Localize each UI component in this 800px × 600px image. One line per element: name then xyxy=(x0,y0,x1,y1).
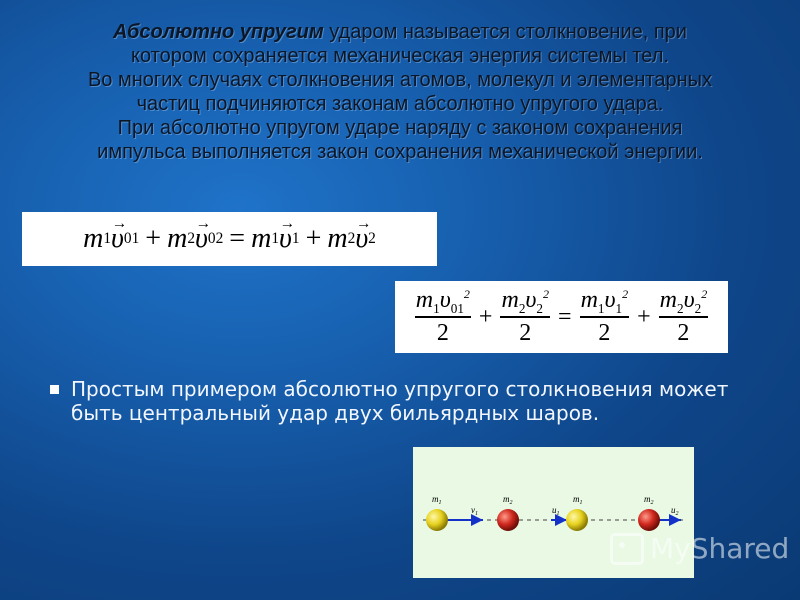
label-m2-after: $m_2$ xyxy=(644,494,654,506)
eq2-num-1 xyxy=(415,287,471,316)
eq2-num-3 xyxy=(580,287,630,316)
eq2-den-1: 2 xyxy=(415,316,471,346)
eq2-v2-r: υ xyxy=(683,287,695,314)
intro-line-5: При абсолютно упругом ударе наряду с законом сохранения xyxy=(117,117,683,139)
eq2-num-4 xyxy=(659,287,709,316)
eq2-m2: m xyxy=(501,287,519,314)
eq2-den-4: 2 xyxy=(659,316,709,346)
momentum-equation xyxy=(22,212,437,266)
eq2-frac-3 xyxy=(580,287,630,347)
intro-line-3: Во многих случаях столкновения атомов, молекул и элементарных xyxy=(87,69,713,91)
eq1-v1: → υ xyxy=(279,223,292,255)
eq2-frac-4 xyxy=(659,287,709,347)
eq2-frac-2 xyxy=(500,287,550,347)
eq2-m1-sub: 1 xyxy=(433,300,440,316)
intro-line-1 xyxy=(30,20,770,44)
eq2-v2: υ xyxy=(525,287,537,314)
watermark-text: MyShared xyxy=(650,532,790,565)
eq1-m2-r-sub: 2 xyxy=(347,230,356,247)
eq1-v01-sub: 01 xyxy=(123,230,140,247)
eq2-den-3: 2 xyxy=(580,316,630,346)
intro-term: Абсолютно упругим xyxy=(113,21,324,43)
eq2-m1: m xyxy=(415,287,434,314)
eq1-v02: → υ xyxy=(195,223,208,255)
eq1-plus-2: + xyxy=(305,223,322,254)
watermark xyxy=(610,532,789,565)
eq2-v01: υ xyxy=(439,287,451,314)
eq1-m2: m xyxy=(167,223,188,254)
eq2-v1: υ xyxy=(604,287,616,314)
energy-equation xyxy=(395,281,728,353)
eq1-v2: → υ xyxy=(355,223,368,255)
ball-m1-after xyxy=(566,509,588,531)
eq1-plus-1: + xyxy=(145,223,162,254)
eq2-m2-sub: 2 xyxy=(518,300,526,316)
intro-line-6: импульса выполняется закон сохранения механической энергии. xyxy=(97,141,703,163)
ball-m2-before xyxy=(497,509,519,531)
eq2-equals: = xyxy=(558,303,572,330)
ball-m1-before xyxy=(426,509,448,531)
eq1-v01: → υ xyxy=(111,223,124,255)
eq2-sq-1: 2 xyxy=(463,287,470,302)
eq1-m1: m xyxy=(83,223,104,254)
eq1-v2-sub: 2 xyxy=(368,230,376,247)
eq1-m1-r-sub: 1 xyxy=(271,230,280,247)
eq1-v1-sub: 1 xyxy=(291,230,300,247)
eq2-num-2 xyxy=(500,287,550,316)
eq2-m1-r: m xyxy=(580,287,598,314)
eq1-m1-sub: 1 xyxy=(103,230,112,247)
eq1-m2-sub: 2 xyxy=(187,230,196,247)
eq2-m2-r-sub: 2 xyxy=(677,300,684,316)
eq2-v01-sub: 01 xyxy=(450,300,464,316)
bullet-text: Простым примером абсолютно упругого столкновения может быть центральный удар двух бильярдных шаров. xyxy=(71,377,729,425)
eq1-equals: = xyxy=(229,223,246,254)
eq1-m1-r: m xyxy=(251,223,272,254)
eq2-frac-1 xyxy=(415,287,471,347)
eq2-m2-r: m xyxy=(659,287,677,314)
label-u1: $u_1$ xyxy=(552,505,560,517)
intro-line-2: котором сохраняется механическая энергия системы тел. xyxy=(131,45,669,67)
eq2-sq-3: 2 xyxy=(622,287,629,302)
bullet-square-icon xyxy=(50,385,59,394)
eq2-plus-2: + xyxy=(637,303,651,330)
eq2-sq-4: 2 xyxy=(701,287,708,302)
eq1-v02-sub: 02 xyxy=(207,230,224,247)
ball-m2-after xyxy=(638,509,660,531)
label-u2: $u_2$ xyxy=(671,505,679,517)
intro-text xyxy=(30,20,770,164)
label-v1: $v_1$ xyxy=(471,505,478,517)
eq2-sq-2: 2 xyxy=(543,287,550,302)
watermark-logo-icon xyxy=(610,533,644,565)
eq2-den-2: 2 xyxy=(500,316,550,346)
label-m2-before: $m_2$ xyxy=(503,494,513,506)
intro-line-4: частиц подчиняются законам абсолютно упругого удара. xyxy=(136,93,664,115)
eq2-v1-sub: 1 xyxy=(615,300,623,316)
eq2-m1-r-sub: 1 xyxy=(597,300,605,316)
eq2-v2-sub: 2 xyxy=(536,300,544,316)
label-m1-after: $m_1$ xyxy=(573,494,583,506)
eq1-m2-r: m xyxy=(327,223,348,254)
eq2-v2-r-sub: 2 xyxy=(694,300,702,316)
bullet-item xyxy=(50,377,751,425)
label-m1-before: $m_1$ xyxy=(432,494,442,506)
eq2-plus-1: + xyxy=(478,303,493,330)
intro-line-1-rest: ударом называется столкновение, при xyxy=(323,21,687,43)
